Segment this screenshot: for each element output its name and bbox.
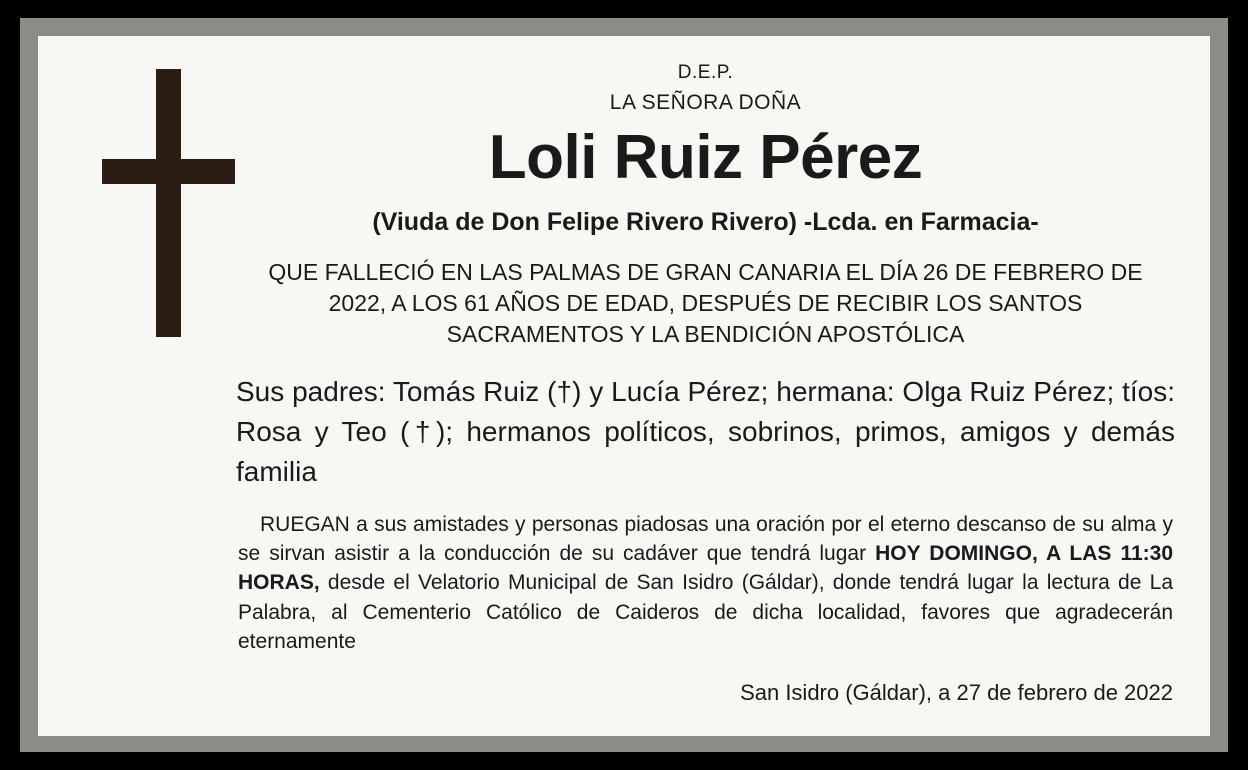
obituary-content	[228, 60, 1183, 706]
place-and-date: San Isidro (Gáldar), a 27 de febrero de 2022	[740, 680, 1173, 706]
funeral-time-highlight: HOY DOMINGO, A LAS 11:30 HORAS,	[238, 541, 1174, 595]
family-members: Sus padres: Tomás Ruiz (†) y Lucía Pérez; hermana: Olga Ruiz Pérez; tíos: Rosa y Teo (†); hermanos políticos, sobrinos, primos, amigos y demás familia	[236, 376, 1175, 487]
deceased-name: Loli Ruiz Pérez	[488, 123, 923, 193]
request-text-part-two: desde el Velatorio Municipal de San Isidro (Gáldar), donde tendrá lugar la lectura de La Palabra, al Cementerio Católico de Caideros de dicha localidad, favores que agradecerán eternamente	[238, 571, 1173, 654]
funeral-request	[228, 510, 1183, 657]
request-text-part-one: RUEGAN a sus amistades y personas piadosas una oración por el eterno descanso de su alma y se sirvan asistir a la conducción de su cadáver que tendrá lugar	[238, 512, 1173, 565]
cross-icon	[98, 69, 238, 344]
cross-horizontal-bar	[102, 159, 235, 184]
obituary-card	[38, 36, 1210, 736]
cross-vertical-bar	[156, 69, 181, 337]
dep-label: D.E.P.	[677, 62, 734, 83]
spouse-profession-line: (Viuda de Don Felipe Rivero Rivero) -Lcda. en Farmacia-	[372, 208, 1039, 237]
death-details: QUE FALLECIÓ EN LAS PALMAS DE GRAN CANARIA EL DÍA 26 DE FEBRERO DE 2022, A LOS 61 AÑOS DE EDAD, DESPUÉS DE RECIBIR LOS SANTOS SACRAMENTOS Y LA BENDICIÓN APOSTÓLICA	[268, 259, 1143, 348]
honorific-label: LA SEÑORA DOÑA	[609, 90, 802, 114]
